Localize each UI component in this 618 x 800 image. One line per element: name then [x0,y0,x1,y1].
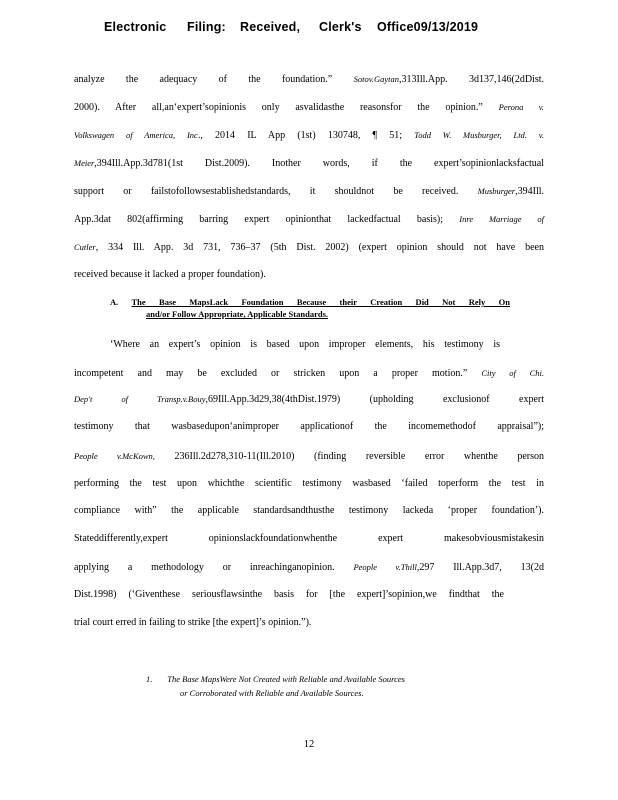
page-number: 12 [303,739,315,750]
header-filing: Filing: [187,20,226,34]
body-line: 2000). After all,an‘expert’sopinionis only asvalidasthe reasonsfor the opinion.” Perona v. [74,102,544,113]
body-line: testimony that wasbasedupon‘animproper applicationof the incomemethodof appraisal”); [74,421,544,432]
body-line: Meier,394Ill.App.3d781(1st Dist.2009). Inother words, if the expert’sopinionlacksfactual [74,158,544,169]
header-received: Received, [240,20,301,34]
body-line: App.3dat 802(affirming barring expert opinionthat lackedfactual basis); Inre Marriage of [74,214,545,225]
body-line: Dep't of Transp.v.Bouy,69Ill.App.3d29,38(4thDist.1979) (upholding exclusionof expert [74,394,544,405]
body-line: support or failstofollowsestablishedstandards, it shouldnot be received. Musburger,394Ill. [74,186,544,197]
body-line: Volkswagen of America, Inc., 2014 IL App (1st) 130748, ¶ 51; Todd W. Musburger, Ltd. v. [74,130,545,141]
body-line: applying a methodology or inreachinganopinion. People v.Thill,297 Ill.App.3d7, 13(2d [74,562,544,573]
body-line: trial court erred in failing to strike [the expert]’s opinion.”). [74,617,312,628]
body-line: analyze the adequacy of the foundation.” Sotov.Gaytan,313Ill.App. 3d137,146(2dDist. [74,74,545,85]
body-line: Dist.1998) (‘Giventhese seriousflawsinthe basis for [the expert]’sopinion,we findthat the [74,589,504,600]
header-electronic: Electronic [104,20,167,34]
body-line: ‘Where an expert’s opinion is based upon improper elements, his testimony is [110,339,500,350]
header-office-date: Office09/13/2019 [377,20,479,34]
subsection-heading-1: 1. The Base MapsWere Not Created with Reliable and Available Sources or Corroborated with Reliable and Available Sources. [146,674,405,698]
header-clerks: Clerk's [319,20,362,34]
body-line: Cutler, 334 Ill. App. 3d 731, 736–37 (5th Dist. 2002) (expert opinion should not have been [74,242,544,253]
body-line: Stateddifferently,expert opinionslackfoundationwhenthe expert makesobviousmistakesin [74,533,544,544]
body-line: People v.McKown, 236Ill.2d278,310-11(Ill.2010) (finding reversible error whenthe person [74,451,545,462]
section-heading-a: A. The Base MapsLack Foundation Because their Creation Did Not Rely On and/or Follow Appropriate, Applicable Standards. [110,297,510,319]
body-line: incompetent and may be excluded or stricken upon a proper motion.” City of Chi. [74,368,544,379]
body-line: compliance with” the applicable standardsandthusthe testimony lackeda ‘proper foundation’). [74,505,544,516]
body-line: performing the test upon whichthe scientific testimony wasbased ‘failed toperform the test in [74,478,544,489]
body-line: received because it lacked a proper foundation). [74,269,266,280]
